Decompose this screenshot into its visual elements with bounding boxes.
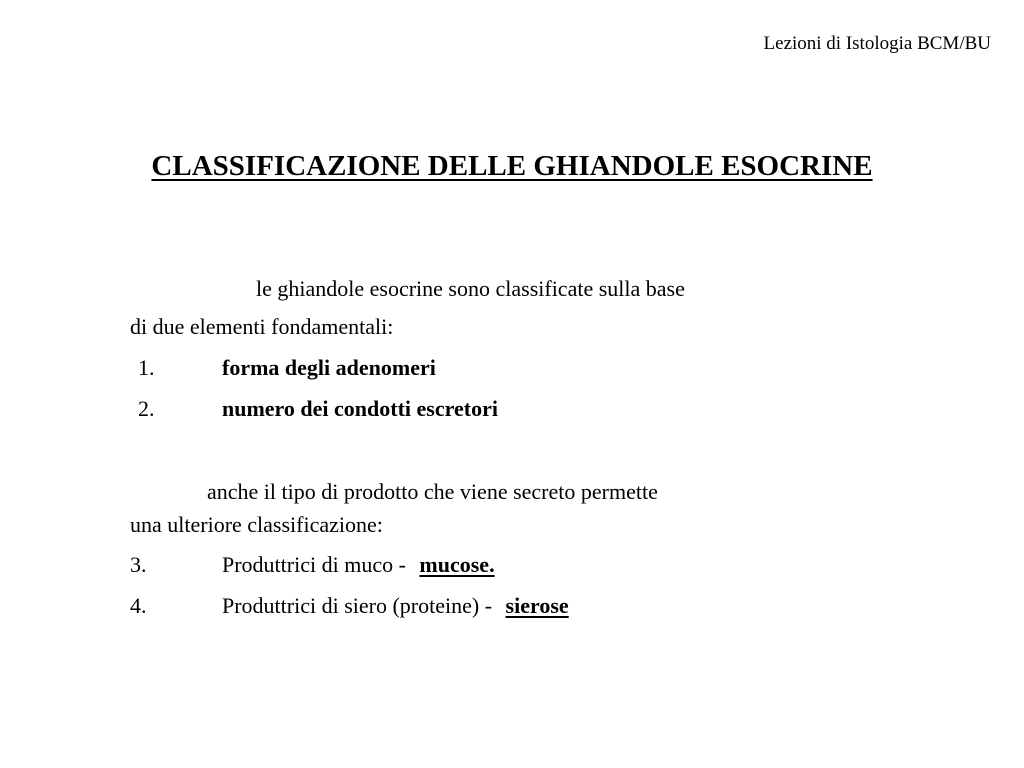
criteria-number-1: 1. [138,355,155,380]
criteria-item-1: forma degli adenomeri [222,355,436,380]
course-header: Lezioni di Istologia BCM/BU [763,33,991,54]
product-number-3: 3. [130,552,147,577]
product-number-4: 4. [130,593,147,618]
intro-line-2: di due elementi fondamentali: [130,314,394,339]
secondary-line-1: anche il tipo di prodotto che viene secreto permette [207,479,658,504]
intro-line-1: le ghiandole esocrine sono classificate sulla base [256,276,685,301]
product-term-sierose: sierose [505,593,569,618]
secondary-line-2: una ulteriore classificazione: [130,512,383,537]
product-item-3 [222,554,495,576]
criteria-number-2: 2. [138,396,155,421]
product-term-mucose: mucose. [419,552,495,577]
product-text-4: Produttrici di siero (proteine) - [222,593,493,618]
criteria-item-2: numero dei condotti escretori [222,396,498,421]
product-item-4 [222,595,569,617]
product-text-3: Produttrici di muco - [222,552,406,577]
slide-title: CLASSIFICAZIONE DELLE GHIANDOLE ESOCRINE [151,150,873,182]
